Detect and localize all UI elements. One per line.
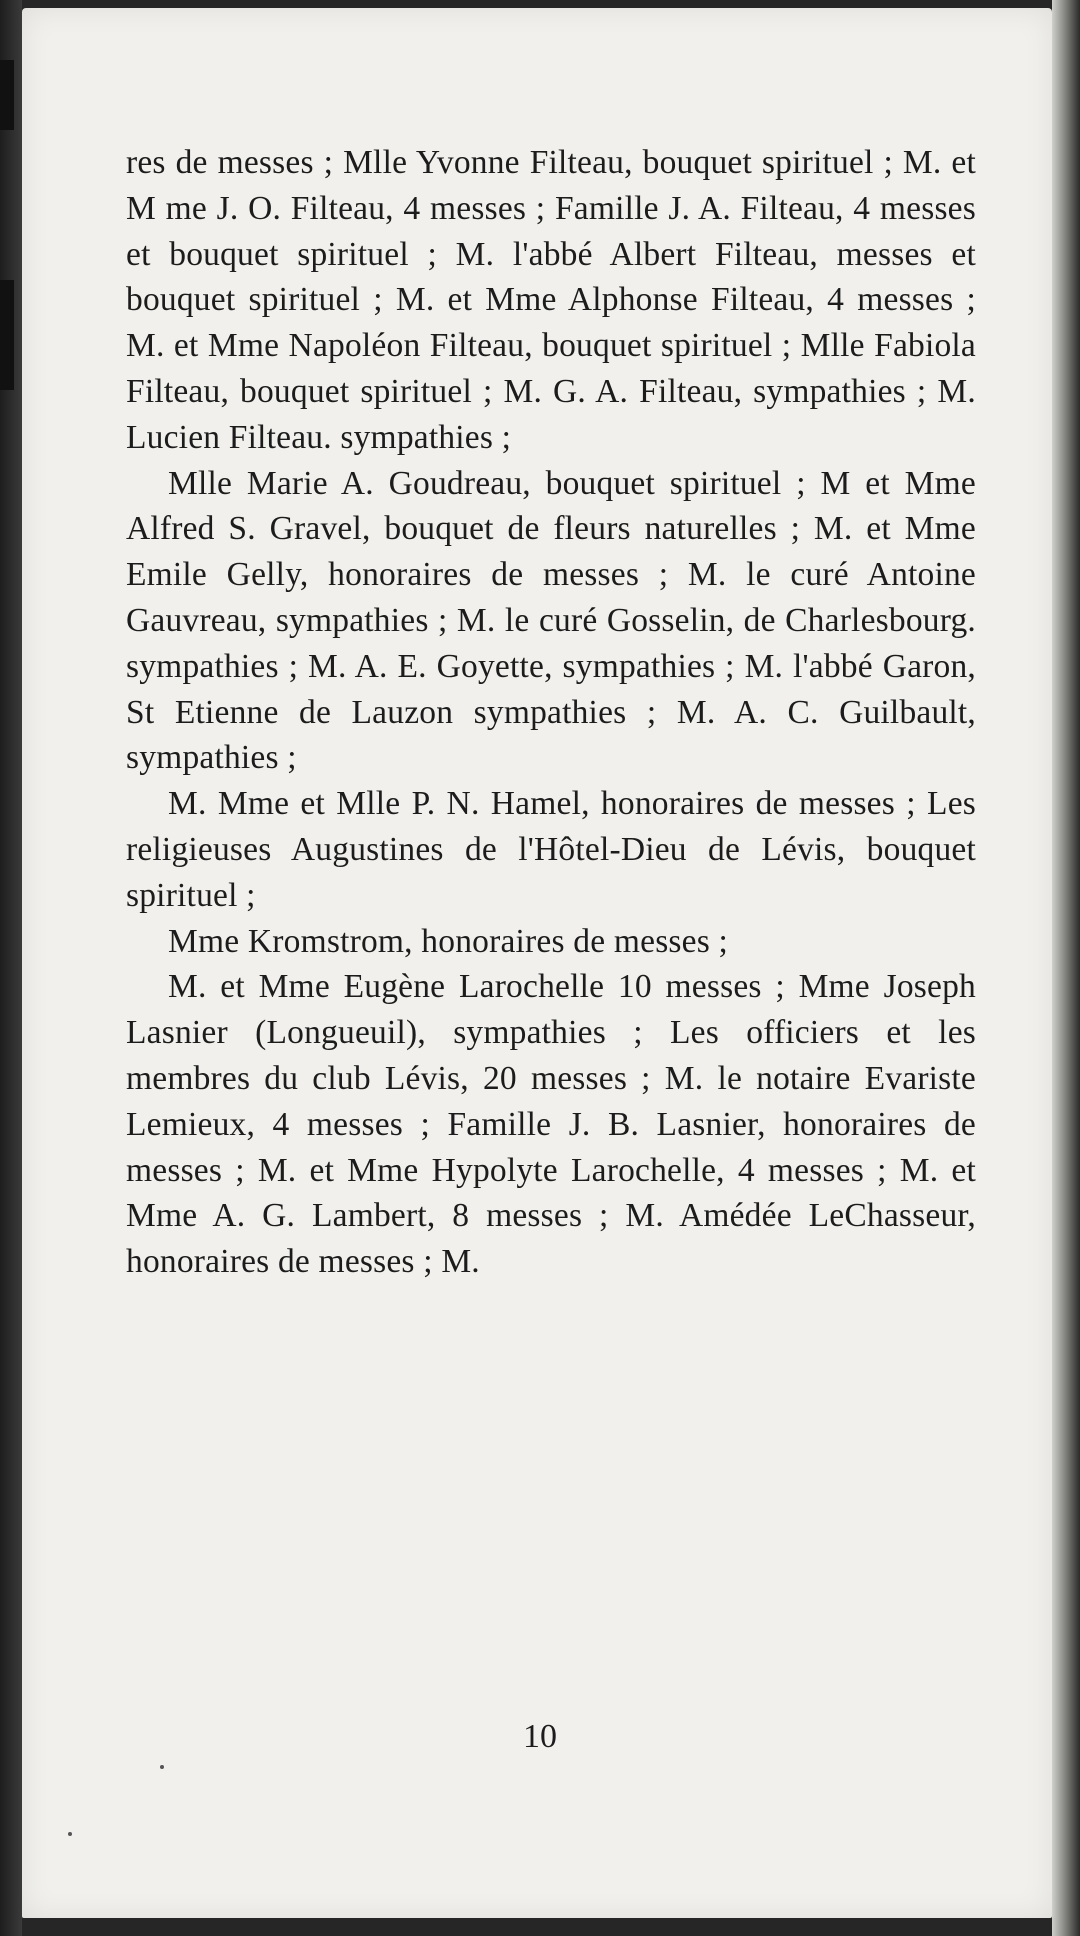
binding-shadow (0, 280, 14, 390)
book-binding-edge (0, 0, 22, 1936)
paper-speck (68, 1832, 72, 1836)
paragraph: M. Mme et Mlle P. N. Hamel, honoraires de messes ; Les religieuses Augustines de l'Hôtel-Dieu de Lévis, bouquet spirituel ; (126, 785, 976, 914)
binding-shadow (0, 60, 14, 130)
paper-speck (160, 1765, 164, 1769)
paragraph: Mlle Marie A. Goudreau, bouquet spirituel ; M et Mme Alfred S. Gravel, bouquet de fleurs naturelles ; M. et Mme Emile Gelly, honoraires de messes ; M. le curé Antoine Gauvreau, sympathies ; M. le curé Gosselin, de Charlesbourg. sympathies ; M. A. E. Goyette, sympathies ; M. l'abbé Garon, St Etienne de Lauzon sympathies ; M. A. C. Guilbault, sympathies ; (126, 464, 976, 777)
paragraph: M. et Mme Eugène Larochelle 10 messes ; Mme Joseph Lasnier (Longueuil), sympathies ; Les officiers et les membres du club Lévis, 20 messes ; M. le notaire Evariste Lemieux, 4 messes ; Famille J. B. Lasnier, honoraires de messes ; M. et Mme Hypolyte Larochelle, 4 messes ; M. et Mme A. G. Lambert, 8 messes ; M. Amédée LeChasseur, honoraires de messes ; M. (126, 968, 976, 1281)
paragraph: res de messes ; Mlle Yvonne Filteau, bouquet spirituel ; M. et M me J. O. Filteau, 4 messes ; Famille J. A. Filteau, 4 messes et bouquet spirituel ; M. l'abbé Albert Filteau, messes et bouquet spirituel ; M. et Mme Alphonse Filteau, 4 messes ; M. et Mme Napoléon Filteau, bouquet spirituel ; Mlle Fabiola Filteau, bouquet spirituel ; M. G. A. Filteau, sympathies ; M. Lucien Filteau. sympathies ; (126, 144, 976, 456)
page-right-edge (1052, 0, 1080, 1936)
page-number: 10 (523, 1718, 557, 1755)
paragraph: Mme Kromstrom, honoraires de messes ; (168, 922, 729, 960)
page-body-text (126, 140, 976, 1285)
